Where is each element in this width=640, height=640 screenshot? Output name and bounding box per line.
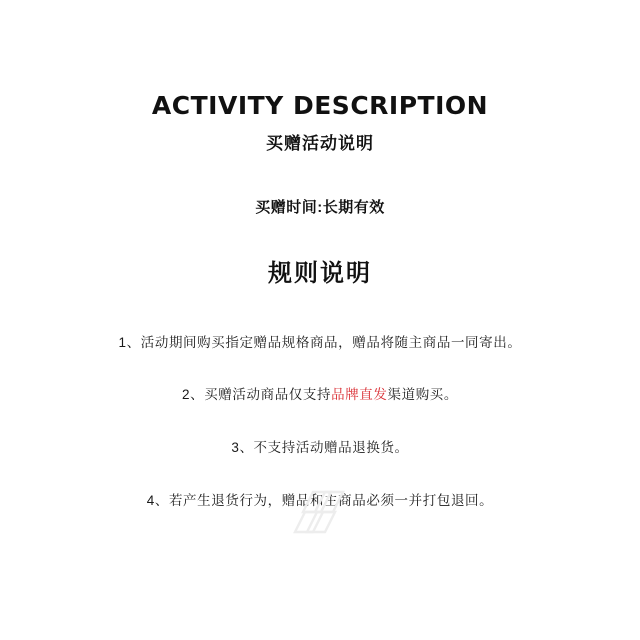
rule-text: 3、不支持活动赠品退换货。 [231, 440, 409, 456]
rules-heading: 规则说明 [268, 259, 372, 287]
page-title-english: ACTIVITY DESCRIPTION [151, 91, 489, 120]
page-title-chinese: 买赠活动说明 [266, 133, 374, 153]
rule-highlight: 品牌直发 [331, 387, 388, 403]
activity-period: 买赠时间:长期有效 [255, 198, 385, 216]
rule-text-tail: 渠道购买。 [387, 387, 458, 403]
rule-text: 2、买赠活动商品仅支持 [181, 387, 332, 403]
list-item [0, 439, 640, 458]
rule-text: 1、活动期间购买指定赠品规格商品，赠品将随主商品一同寄出。 [118, 334, 522, 350]
rules-list [0, 288, 640, 512]
rule-text: 4、若产生退货行为，赠品和主商品必须一并打包退回。 [146, 493, 494, 509]
list-item [0, 492, 640, 511]
list-item [0, 386, 640, 405]
list-item [0, 334, 640, 353]
